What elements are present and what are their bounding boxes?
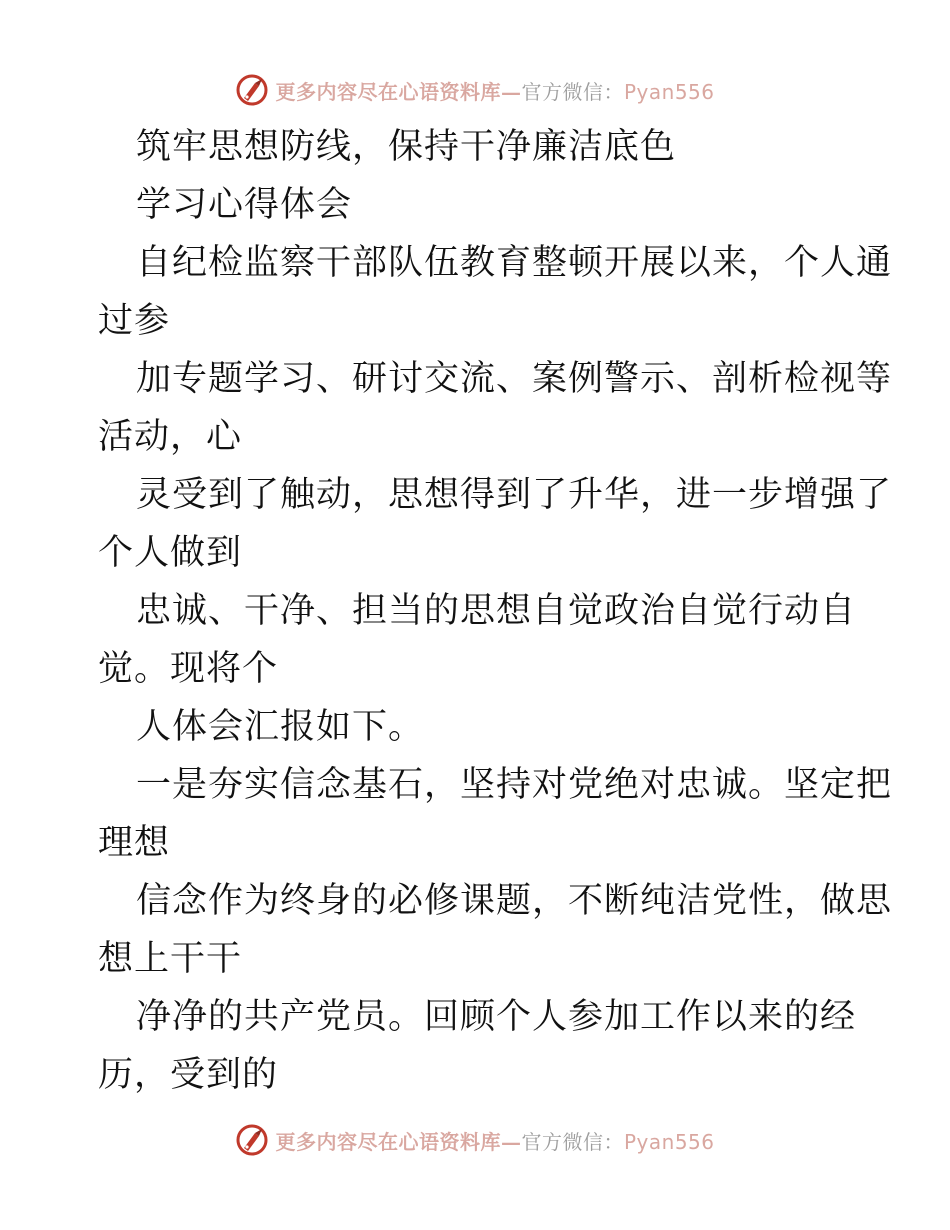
watermark-account: Pyan556 [623,79,715,104]
text-line: 灵受到了触动，思想得到了升华，进一步增强了 [136,475,893,515]
pen-nib-circle-icon [235,73,269,107]
watermark-dash: — [500,79,522,104]
footer-watermark [0,1120,950,1160]
watermark-account: Pyan556 [623,1129,715,1154]
text-line: 人体会汇报如下。 [136,707,425,747]
watermark-dash: — [500,1129,522,1154]
watermark-brand-text: 更多内容尽在心语资料库 [275,79,501,104]
text-line: 理想 [98,823,171,863]
text-line: 过参 [98,301,171,341]
watermark-official-label: 官方微信： [521,79,624,104]
watermark-official-label: 官方微信： [521,1129,624,1154]
header-watermark [0,70,950,110]
text-line: 觉。现将个 [98,649,279,689]
text-line: 历，受到的 [98,1055,279,1095]
text-line: 想上干干 [98,939,243,979]
watermark-brand-text: 更多内容尽在心语资料库 [275,1129,501,1154]
text-line: 学习心得体会 [136,185,353,225]
text-line: 加专题学习、研讨交流、案例警示、剖析检视等 [136,359,893,399]
text-line: 净净的共产党员。回顾个人参加工作以来的经 [136,997,857,1037]
text-line: 一是夯实信念基石，坚持对党绝对忠诚。坚定把 [136,765,893,805]
text-line: 信念作为终身的必修课题，不断纯洁党性，做思 [136,881,893,921]
document-body [98,118,893,1104]
pen-nib-circle-icon [235,1123,269,1157]
text-line: 个人做到 [98,533,243,573]
text-line: 筑牢思想防线，保持干净廉洁底色 [136,127,677,167]
text-line: 忠诚、干净、担当的思想自觉政治自觉行动自 [136,591,857,631]
text-line: 活动，心 [98,417,243,457]
text-line: 自纪检监察干部队伍教育整顿开展以来，个人通 [136,243,893,283]
